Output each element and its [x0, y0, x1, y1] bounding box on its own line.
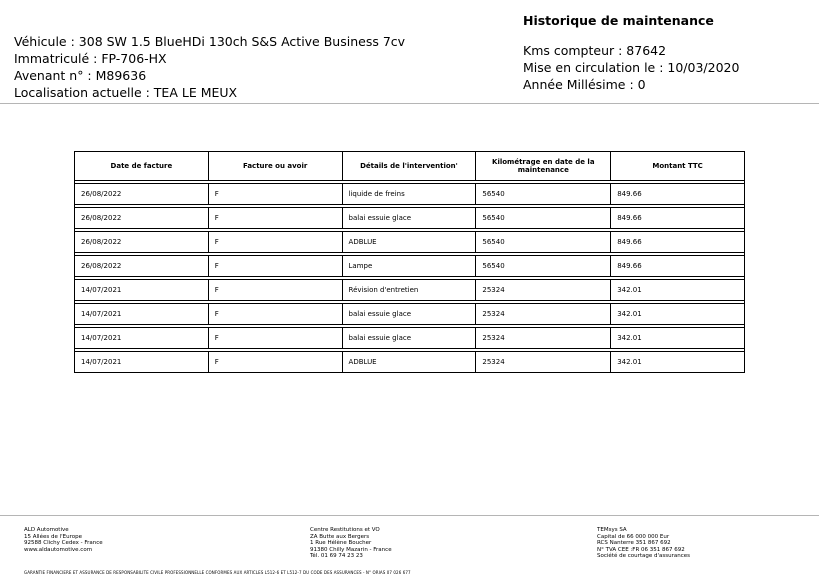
footer-line: Tél. 01 69 74 23 23 [310, 553, 363, 559]
cell-mileage: 25324 [476, 304, 611, 325]
cell-amount: 342.01 [611, 352, 745, 373]
vehicle-info [14, 33, 405, 101]
table-row [75, 352, 745, 373]
cell-mileage: 56540 [476, 184, 611, 205]
cell-details: Révision d'entretien [342, 280, 476, 301]
table-row [75, 328, 745, 349]
cell-date: 26/08/2022 [75, 256, 209, 277]
header-divider [0, 103, 819, 104]
vehicle-amendment: Avenant n° : M89636 [14, 68, 147, 83]
cell-date: 14/07/2021 [75, 304, 209, 325]
cell-mileage: 25324 [476, 328, 611, 349]
cell-type: F [208, 352, 342, 373]
footer-broker-info [597, 527, 690, 560]
footer-legal-notice: GARANTIE FINANCIERE ET ASSURANCE DE RESPONSABILITE CIVILE PROFESSIONNELLE CONFORMES AUX ARTICLES L512-6 ET L512-7 DU CODE DES ASSURANCES - N° ORIAS 07 026 677 [24, 570, 411, 575]
registration-date: Mise en circulation le : 10/03/2020 [523, 60, 740, 75]
header-amount: Montant TTC [611, 152, 745, 181]
cell-mileage: 25324 [476, 280, 611, 301]
cell-details: balai essuie glace [342, 328, 476, 349]
table-row [75, 184, 745, 205]
maintenance-table [74, 151, 745, 373]
cell-type: F [208, 304, 342, 325]
cell-details: ADBLUE [342, 352, 476, 373]
footer-line: ALD Automotive [24, 527, 69, 533]
footer-line: N° TVA CEE :FR 06 351 867 692 [597, 546, 685, 553]
table-row [75, 304, 745, 325]
footer-line: 15 Allées de l'Europe [24, 533, 82, 540]
table-row [75, 208, 745, 229]
odometer-value: Kms compteur : 87642 [523, 43, 667, 58]
cell-details: balai essuie glace [342, 208, 476, 229]
cell-amount: 342.01 [611, 304, 745, 325]
page-title: Historique de maintenance [523, 13, 714, 28]
footer-website-link[interactable]: www.aldautomotive.com [24, 546, 93, 553]
cell-type: F [208, 256, 342, 277]
vehicle-location: Localisation actuelle : TEA LE MEUX [14, 85, 238, 100]
footer-line: Capital de 66 000 000 Eur [597, 533, 670, 540]
header-invoice-date: Date de facture [75, 152, 209, 181]
cell-type: F [208, 328, 342, 349]
cell-type: F [208, 208, 342, 229]
cell-amount: 849.66 [611, 232, 745, 253]
cell-date: 26/08/2022 [75, 232, 209, 253]
footer-line: 91380 Chilly Mazarin - France [310, 546, 392, 553]
cell-type: F [208, 280, 342, 301]
vehicle-model: Véhicule : 308 SW 1.5 BlueHDi 130ch S&S Active Business 7cv [14, 34, 406, 49]
cell-date: 26/08/2022 [75, 208, 209, 229]
cell-mileage: 56540 [476, 208, 611, 229]
cell-details: Lampe [342, 256, 476, 277]
cell-details: ADBLUE [342, 232, 476, 253]
footer-line: 92588 Clichy Cedex - France [24, 540, 103, 546]
cell-amount: 849.66 [611, 184, 745, 205]
cell-details: liquide de freins [342, 184, 476, 205]
cell-amount: 342.01 [611, 280, 745, 301]
vehicle-plate: Immatriculé : FP-706-HX [14, 51, 167, 66]
footer-line: Société de courtage d'assurances [597, 553, 690, 559]
footer-restitution-center [310, 527, 392, 560]
footer-divider [0, 515, 819, 516]
cell-amount: 342.01 [611, 328, 745, 349]
table-row [75, 256, 745, 277]
cell-details: balai essuie glace [342, 304, 476, 325]
vehicle-counters [523, 42, 739, 93]
header-invoice-type: Facture ou avoir [208, 152, 342, 181]
footer-line: ZA Butte aux Bergers [310, 533, 370, 540]
header-intervention-details: Détails de l'intervention' [342, 152, 476, 181]
cell-type: F [208, 232, 342, 253]
footer-line: 1 Rue Hélène Boucher [310, 540, 372, 546]
cell-mileage: 56540 [476, 232, 611, 253]
cell-amount: 849.66 [611, 208, 745, 229]
footer-line: RCS Nanterre 351 867 692 [597, 540, 671, 546]
cell-date: 26/08/2022 [75, 184, 209, 205]
table-row [75, 280, 745, 301]
footer-line: TEMsys SA [597, 527, 627, 533]
cell-date: 14/07/2021 [75, 328, 209, 349]
table-header-row [75, 152, 745, 181]
footer-company-address [24, 527, 103, 553]
cell-type: F [208, 184, 342, 205]
header-mileage: Kilométrage en date de la maintenance [476, 152, 611, 181]
footer-line: Centre Restitutions et VO [310, 527, 380, 533]
cell-date: 14/07/2021 [75, 280, 209, 301]
table-row [75, 232, 745, 253]
model-year: Année Millésime : 0 [523, 77, 646, 92]
cell-mileage: 56540 [476, 256, 611, 277]
cell-amount: 849.66 [611, 256, 745, 277]
cell-mileage: 25324 [476, 352, 611, 373]
cell-date: 14/07/2021 [75, 352, 209, 373]
